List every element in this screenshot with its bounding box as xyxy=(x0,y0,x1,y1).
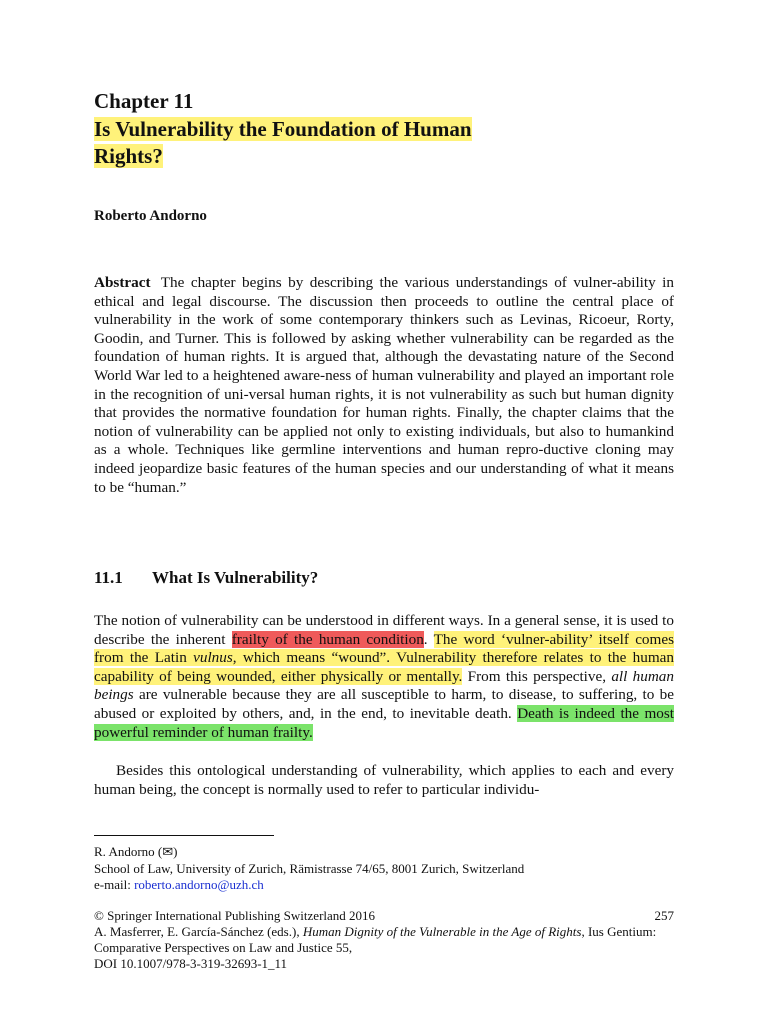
section-title: What Is Vulnerability? xyxy=(152,568,319,587)
email-label: e-mail: xyxy=(94,877,135,892)
body-paragraph-2: Besides this ontological understanding of vulnerability, which applies to each and every human being, the concept is normally used to refer to particular individu- xyxy=(94,762,674,798)
footnote-affiliation: School of Law, University of Zurich, Rämistrasse 74/65, 8001 Zurich, Switzerland xyxy=(94,861,525,876)
highlight-green: Death is indeed the most powerful reminder of human frailty. xyxy=(94,704,675,741)
page-number: 257 xyxy=(654,908,674,923)
abstract-text: The chapter begins by describing the various understandings of vulner-ability in ethical and legal discourse. The discussion then proceeds to outline the central place of vulnerability in the work of some contemporary thinkers such as Levinas, Ricoeur, Rorty, Goodin, and Turner. This is followed by asking whether vulnerability can be regarded as the foundation of human rights. It is argued that, although the devastating nature of the Second World War led to a heightened aware-ness of human vulnerability and played an important role in the recognition of uni-versal human rights, it is not vulnerability as such but human dignity that provides the normative foundation for human rights. Finally, the chapter claims that the notion of vulnerability can be applied not only to existing individuals, but also to humankind as a whole. Techniques like germline interventions and human repro-ductive cloning may indeed jeopardize basic features of the human species and our understanding of what it means to be “human.” xyxy=(94,274,674,496)
chapter-label: Chapter 11 xyxy=(94,89,194,113)
citation-editors: A. Masferrer, E. García-Sánchez (eds.), xyxy=(94,924,303,939)
copyright-line: © Springer International Publishing Switzerland 2016 xyxy=(94,908,376,923)
section-number: 11.1 xyxy=(94,568,123,587)
abstract xyxy=(94,274,674,497)
p1-text-c: From this perspective, xyxy=(462,667,612,685)
chapter-title-line-2: Rights? xyxy=(94,144,163,168)
citation-series: , Ius Gentium: Comparative Perspectives on Law and Justice 55, xyxy=(94,924,657,955)
p1-italic: all human beings xyxy=(94,667,674,704)
p1-text-a: The notion of vulnerability can be understood in different ways. In a general sense, it is used to describe the inherent xyxy=(94,612,674,648)
author-name: Roberto Andorno xyxy=(94,208,207,224)
p1-text-d: are vulnerable because they are all susceptible to harm, to disease, to suffering, to be abused or exploited by others, and, in the end, to inevitable death. xyxy=(94,686,674,722)
p1-yellow-b: , which means “wound”. Vulnerability therefore relates to the human capability of being wounded, either physically or mentally. xyxy=(94,649,674,685)
footnote-email-line xyxy=(94,877,674,893)
email-link[interactable]: roberto.andorno@uzh.ch xyxy=(134,877,264,892)
highlight-red: frailty of the human condition xyxy=(231,630,424,648)
abstract-label: Abstract xyxy=(94,274,151,291)
chapter-title xyxy=(94,116,634,170)
copyright-block xyxy=(94,908,674,972)
citation-book-title: Human Dignity of the Vulnerable in the Age of Rights xyxy=(302,924,582,939)
footnote-author: R. Andorno (✉) xyxy=(94,844,178,859)
p1-text-b: . xyxy=(423,630,434,648)
footnote-rule xyxy=(94,835,274,836)
body-paragraph-1 xyxy=(94,612,674,742)
p1-yellow-italic: vulnus xyxy=(193,649,233,667)
citation-line xyxy=(94,924,674,956)
p1-yellow-a: The word ‘vulner-ability’ itself comes from the Latin xyxy=(94,630,674,667)
section-heading xyxy=(94,568,318,588)
doi-line: DOI 10.1007/978-3-319-32693-1_11 xyxy=(94,956,288,971)
chapter-title-line-1: Is Vulnerability the Foundation of Human xyxy=(94,117,472,141)
